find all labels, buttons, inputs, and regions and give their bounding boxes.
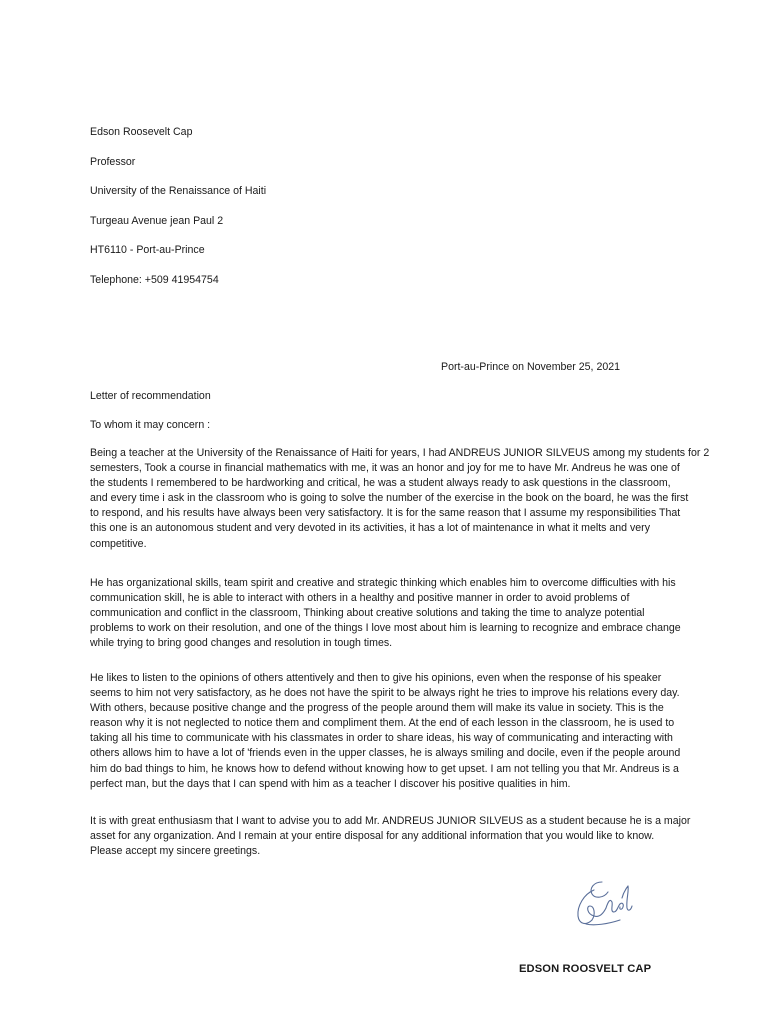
sender-block [90,126,490,303]
paragraph-line: communication and conflict in the classroom, Thinking about creative solutions and taking the time to analyze potential [90,607,645,620]
sender-postal-city: HT6110 - Port-au-Prince [90,244,205,256]
body-paragraph-3 [90,671,680,792]
handwritten-signature [572,868,634,932]
paragraph-line: perfect man, but the days that I can spend with him as a teacher I discover his positive qualities in him. [90,777,571,790]
paragraph-line: Please accept my sincere greetings. [90,845,261,858]
signer-name: EDSON ROOSVELT CAP [519,963,652,975]
sender-street: Turgeau Avenue jean Paul 2 [90,214,224,227]
sender-title: Professor [90,155,136,168]
paragraph-line: It is with great enthusiasm that I want to advise you to add Mr. ANDREUS JUNIOR SILVEUS as a student because he is a major [90,815,691,827]
salutation: To whom it may concern : [90,419,211,431]
body-paragraph-1 [90,446,710,552]
paragraph-line: He likes to listen to the opinions of others attentively and then to give his opinions, even when the response of his speaker [90,672,662,684]
paragraph-line: communication skill, he is able to interact with others in a healthy and positive manner in order to avoid problems of [90,592,630,605]
sender-institution: University of the Renaissance of Haiti [90,185,267,197]
paragraph-line: competitive. [90,537,147,550]
paragraph-line: and every time i ask in the classroom who is going to solve the number of the exercise in the book on the board, he was the first [90,492,689,505]
paragraph-line: the students I remembered to be hardworking and critical, he was a student always ready to ask questions in the classroom, [90,477,671,490]
paragraph-line: this one is an autonomous student and very devoted in its activities, it has a lot of maintenance in what it melts and very [90,522,651,535]
body-paragraph-4 [90,814,691,859]
paragraph-line: taking all his time to communicate with his classmates in order to share ideas, his way of communicating and interacting with [90,732,673,745]
paragraph-line: reason why it is not neglected to notice them and compliment them. At the end of each lesson in the classroom, he is used to [90,717,675,730]
paragraph-line: asset for any organization. And I remain at your entire disposal for any additional information that you would like to know. [90,830,655,843]
paragraph-line: problems to work on their resolution, and one of the things I love most about him is learning to recognize and embrace change [90,622,681,635]
paragraph-line: him do bad things to him, he knows how to defend without knowing how to get upset. I am not telling you that Mr. Andreus is a [90,762,679,775]
letter-subject: Letter of recommendation [90,390,211,402]
paragraph-line: while trying to bring good changes and resolution in tough times. [90,637,393,650]
sender-telephone: Telephone: +509 41954754 [90,273,219,286]
paragraph-line: to respond, and his results have always been very satisfactory. It is for the same reason that I assume my responsibilities That [90,507,681,520]
date-line: Port-au-Prince on November 25, 2021 [441,361,621,373]
paragraph-line: others allows him to have a lot of 'friends even in the upper classes, he is always smiling and docile, even if the people around [90,747,681,760]
paragraph-line: He has organizational skills, team spirit and creative and strategic thinking which enables him to overcome difficulties with his [90,577,676,589]
paragraph-line: semesters, Took a course in financial mathematics with me, it was an honor and joy for me to have Mr. Andreus he was one of [90,462,680,475]
sender-name: Edson Roosevelt Cap [90,126,193,138]
paragraph-line: Being a teacher at the University of the Renaissance of Haiti for years, I had ANDREUS JUNIOR SILVEUS among my students for 2 [90,447,710,459]
paragraph-line: seems to him not very satisfactory, as he does not have the spirit to be always right he tries to improve his relations every day. [90,687,680,700]
body-paragraph-2 [90,576,680,651]
paragraph-line: With others, because positive change and the progress of the people around them will make its value in society. This is the [90,702,664,715]
